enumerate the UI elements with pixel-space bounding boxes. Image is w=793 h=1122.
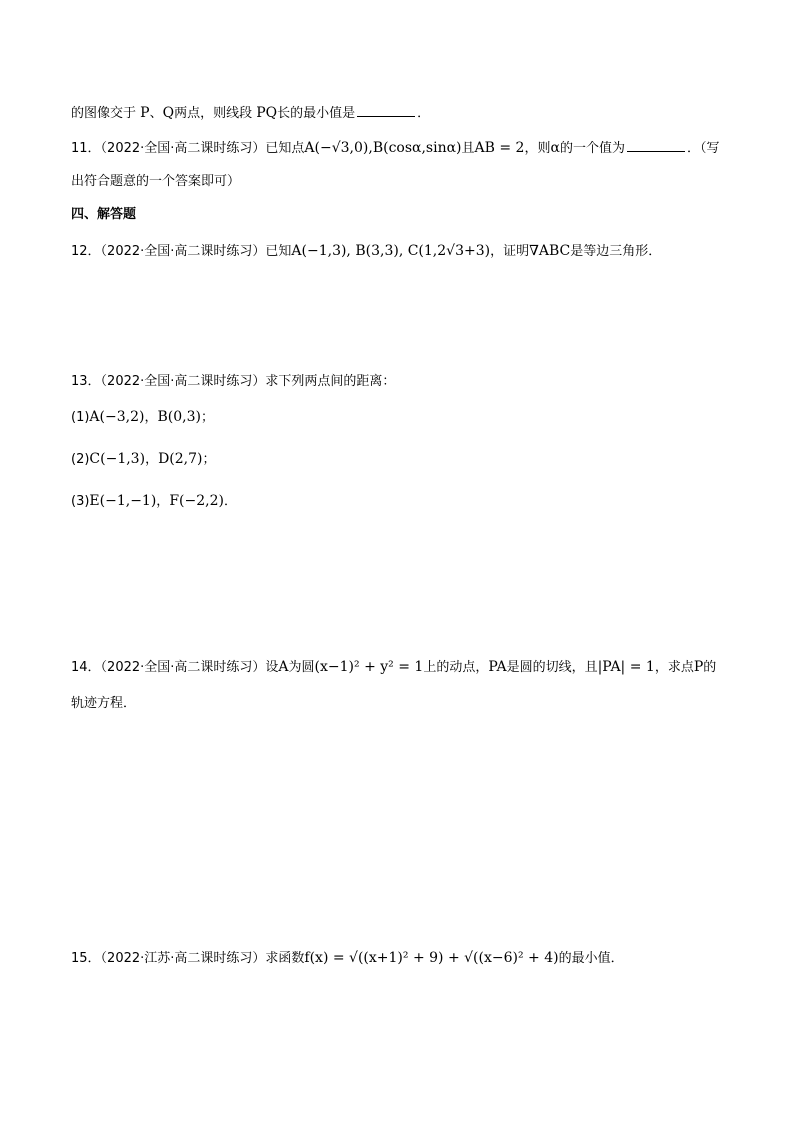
q10-text-2: 两点，则线段 (174, 106, 253, 121)
q13-item-2 (71, 450, 216, 469)
q14-line-2 (71, 695, 136, 713)
q12-points: A(−1,3), B(3,3), C(1,2√3+3) (291, 243, 491, 259)
q14-point-p: P (693, 659, 704, 675)
q14-end: 的 (703, 660, 717, 675)
q11-answer-blank (627, 137, 685, 152)
q14-line2-text: 轨迹方程． (71, 696, 137, 711)
q13-line (71, 373, 395, 391)
q13-item-3-sep: ， (156, 494, 170, 509)
q13-item-3-point-f: F(−2,2) (169, 493, 224, 509)
q11-line-1 (71, 137, 719, 158)
section-4-heading (71, 206, 136, 224)
q11-point-a: A(−√3,0), (304, 140, 373, 156)
q10-end: ． (417, 106, 431, 121)
q12-mid: ，证明 (490, 244, 530, 259)
q12-triangle: ∇ABC (529, 243, 571, 259)
q10-point-p: P (140, 105, 150, 121)
q15-line (71, 949, 624, 968)
q14-circle-equation: (x−1)² + y² = 1 (314, 659, 424, 675)
q13-prefix: 13．（2022·全国·高二课时练习）求下列两点间的距离： (71, 374, 396, 389)
q12-tail: 是等边三角形． (570, 244, 662, 259)
q14-point-a: A (278, 659, 289, 675)
q13-item-1 (71, 408, 214, 427)
q13-item-1-num: (1) (71, 410, 90, 425)
q15-tail: 的最小值． (558, 951, 624, 966)
q11-end: ．（写 (686, 141, 720, 156)
q14-mid3: 是圆的切线，且 (506, 660, 598, 675)
q13-item-3-point-e: E(−1,−1) (89, 493, 157, 509)
q10-tail-line (71, 102, 430, 123)
q14-line-1 (71, 658, 716, 677)
q11-point-b: B(cosα,sinα) (372, 140, 462, 156)
q13-item-3 (71, 492, 237, 511)
q11-tail: 的一个值为 (559, 141, 625, 156)
q10-answer-blank (357, 102, 415, 117)
q11-alpha: α (550, 140, 560, 156)
q11-line2-text: 出符合题意的一个答案即可） (71, 174, 241, 189)
q14-segment-pa: PA (488, 659, 507, 675)
q15-prefix: 15．（2022·江苏·高二课时练习）求函数 (71, 951, 305, 966)
q13-item-1-point-a: A(−3,2) (89, 409, 145, 425)
q11-prefix: 11．（2022·全国·高二课时练习）已知点 (71, 141, 305, 156)
q14-prefix: 14．（2022·全国·高二课时练习）设 (71, 660, 279, 675)
q11-line-2 (71, 173, 240, 191)
q10-text-1: 的图像交于 (71, 106, 137, 121)
q14-mid4: ，求点 (654, 660, 694, 675)
q13-item-1-sep: ， (144, 410, 158, 425)
q14-mid1: 为圆 (288, 660, 315, 675)
q14-abs-pa: |PA| = 1 (597, 659, 655, 675)
q11-then: ，则 (524, 141, 551, 156)
section-4-title: 四、解答题 (71, 207, 137, 222)
q13-item-1-end: ； (200, 410, 214, 425)
q13-item-2-num: (2) (71, 452, 90, 467)
q13-item-1-point-b: B(0,3) (157, 409, 201, 425)
q10-segment-pq: PQ (256, 105, 278, 121)
q13-item-2-end: ； (202, 452, 216, 467)
q12-line (71, 242, 661, 261)
q13-item-2-point-c: C(−1,3) (89, 451, 146, 467)
q13-item-2-point-d: D(2,7) (158, 451, 203, 467)
q13-item-2-sep: ， (145, 452, 159, 467)
q11-and: 且 (461, 141, 475, 156)
q11-ab: AB = 2 (474, 140, 525, 156)
q10-text-3: 长的最小值是 (277, 106, 356, 121)
q12-prefix: 12．（2022·全国·高二课时练习）已知 (71, 244, 292, 259)
q15-function: f(x) = √((x+1)² + 9) + √((x−6)² + 4) (304, 950, 559, 966)
q13-item-3-num: (3) (71, 494, 90, 509)
q10-point-q: Q (162, 105, 175, 121)
q13-item-3-end: ． (223, 494, 237, 509)
q10-sep: 、 (149, 106, 163, 121)
q14-mid2: 上的动点， (423, 660, 489, 675)
